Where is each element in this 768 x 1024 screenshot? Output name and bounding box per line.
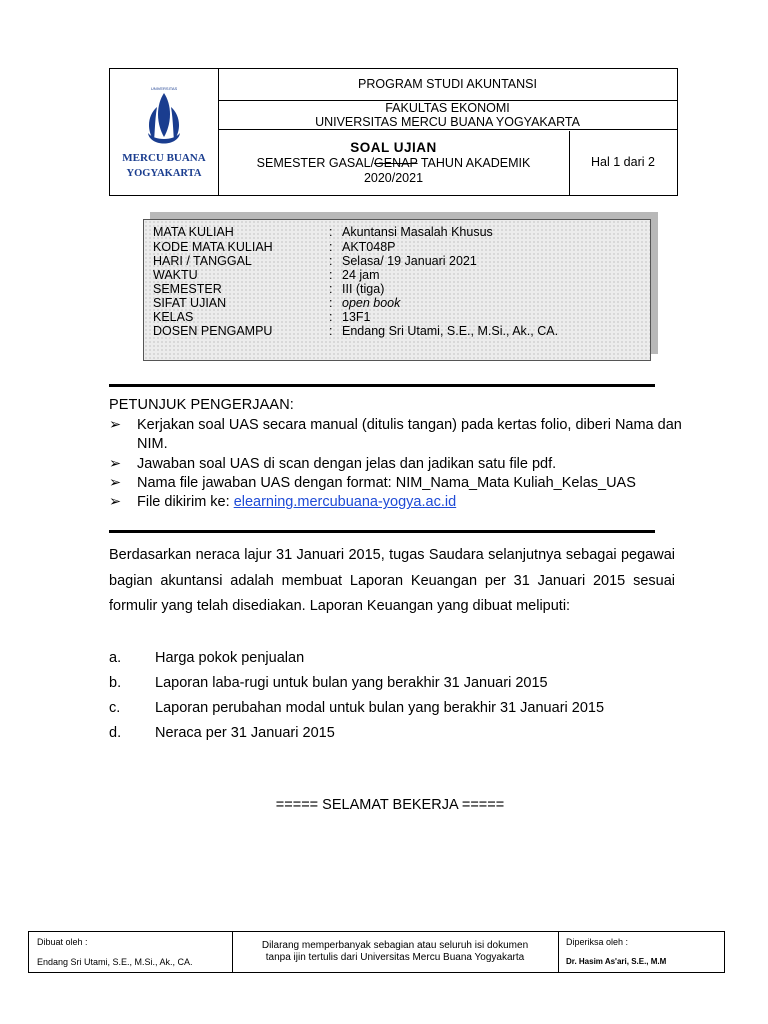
notice-cell bbox=[232, 932, 559, 972]
university-name: UNIVERSITAS MERCU BUANA YOGYAKARTA bbox=[315, 115, 580, 129]
semester-prefix: SEMESTER GASAL/ bbox=[256, 156, 375, 170]
made-by-label: Dibuat oleh : bbox=[37, 937, 88, 947]
top-separator bbox=[109, 384, 655, 387]
notice-line2: tanpa ijin tertulis dari Universitas Mercu Buana Yogyakarta bbox=[265, 952, 525, 963]
instruction-text: Kerjakan soal UAS secara manual (ditulis tangan) pada kertas folio, diberi Nama dan NIM. bbox=[137, 417, 682, 453]
info-value: Selasa/ 19 Januari 2021 bbox=[342, 254, 477, 268]
instruction-text: Jawaban soal UAS di scan dengan jelas dan jadikan satu file pdf. bbox=[137, 455, 557, 472]
checked-by-cell bbox=[558, 932, 724, 972]
item-marker: d. bbox=[109, 725, 122, 741]
semester-strike: GENAP bbox=[374, 156, 418, 170]
info-label: HARI / TANGGAL bbox=[153, 254, 252, 268]
send-prefix: File dikirim ke: bbox=[137, 494, 234, 511]
semester-line bbox=[218, 157, 569, 170]
checked-by-name: Dr. Hasim As'ari, S.E., M.M bbox=[566, 957, 667, 966]
bottom-separator bbox=[109, 530, 655, 533]
info-colon: : bbox=[329, 225, 333, 239]
program-row bbox=[218, 69, 677, 101]
info-label: DOSEN PENGAMPU bbox=[153, 324, 273, 338]
info-colon: : bbox=[329, 239, 333, 254]
instruction-item bbox=[109, 493, 689, 512]
elearning-link[interactable]: elearning.mercubuana-yogya.ac.id bbox=[233, 494, 457, 511]
item-text: Laporan perubahan modal untuk bulan yang berakhir 31 Januari 2015 bbox=[155, 700, 605, 716]
document-header-table bbox=[109, 68, 678, 196]
item-text: Harga pokok penjualan bbox=[155, 650, 305, 666]
info-label: KODE MATA KULIAH bbox=[153, 239, 273, 254]
arrow-bullet-icon: ➢ bbox=[109, 494, 122, 511]
logo-arc-text: UNIVERSITAS bbox=[150, 86, 178, 91]
info-value: Endang Sri Utami, S.E., M.Si., Ak., CA. bbox=[342, 324, 559, 338]
university-logo bbox=[110, 69, 218, 195]
faculty-row bbox=[218, 100, 677, 130]
logo-center-flame bbox=[158, 93, 170, 137]
info-value: III (tiga) bbox=[342, 282, 385, 296]
info-colon: : bbox=[329, 282, 333, 296]
made-by-cell bbox=[29, 932, 233, 972]
info-colon: : bbox=[329, 254, 333, 268]
info-label: KELAS bbox=[153, 310, 194, 324]
document-footer bbox=[28, 931, 725, 973]
semester-suffix: TAHUN AKADEMIK bbox=[417, 156, 531, 170]
logo-cell bbox=[110, 69, 219, 195]
notice-line1: Dilarang memperbanyak sebagian atau seluruh isi dokumen bbox=[261, 940, 529, 951]
info-colon: : bbox=[329, 296, 333, 310]
instruction-item bbox=[109, 416, 689, 455]
instructions-heading: PETUNJUK PENGERJAAN: bbox=[109, 397, 294, 413]
info-label: SEMESTER bbox=[153, 282, 222, 296]
faculty-name: FAKULTAS EKONOMI bbox=[385, 101, 510, 115]
info-value: 24 jam bbox=[342, 268, 380, 282]
item-marker: a. bbox=[109, 650, 122, 666]
info-value: 13F1 bbox=[342, 310, 371, 324]
made-by-name: Endang Sri Utami, S.E., M.Si., Ak., CA. bbox=[37, 957, 193, 967]
info-value: Akuntansi Masalah Khusus bbox=[342, 225, 493, 239]
instructions-list bbox=[109, 416, 689, 512]
info-label: MATA KULIAH bbox=[153, 225, 234, 239]
info-value: open book bbox=[342, 296, 401, 310]
info-value: AKT048P bbox=[342, 239, 396, 254]
checked-by-label: Diperiksa oleh : bbox=[566, 937, 629, 947]
info-colon: : bbox=[329, 310, 333, 324]
instruction-text: Nama file jawaban UAS dengan format: NIM_Nama_Mata Kuliah_Kelas_UAS bbox=[137, 474, 636, 491]
exam-title: SOAL UJIAN bbox=[350, 140, 437, 155]
question-paragraph: Berdasarkan neraca lajur 31 Januari 2015, tugas Saudara selanjutnya sebagai pegawai bagian akuntansi adalah membuat Laporan Keuangan per 31 Januari 2015 sesuai formulir yang telah disediakan. Laporan Keuangan yang dibuat meliputi: bbox=[109, 547, 675, 614]
item-text: Laporan laba-rugi untuk bulan yang berakhir 31 Januari 2015 bbox=[155, 675, 548, 691]
page-number: Hal 1 dari 2 bbox=[591, 155, 655, 169]
info-colon: : bbox=[329, 268, 333, 282]
instruction-item bbox=[109, 455, 689, 474]
arrow-bullet-icon: ➢ bbox=[109, 474, 122, 491]
info-colon: : bbox=[329, 324, 333, 338]
arrow-bullet-icon: ➢ bbox=[109, 455, 122, 472]
item-text: Neraca per 31 Januari 2015 bbox=[155, 725, 335, 741]
program-name: PROGRAM STUDI AKUNTANSI bbox=[358, 77, 537, 91]
info-label: SIFAT UJIAN bbox=[153, 296, 227, 310]
closing-text: ===== SELAMAT BEKERJA ===== bbox=[275, 797, 505, 813]
academic-year: 2020/2021 bbox=[363, 171, 424, 185]
exam-title-cell bbox=[218, 131, 570, 195]
logo-line2: YOGYAKARTA bbox=[126, 168, 202, 179]
item-marker: b. bbox=[109, 675, 122, 691]
info-label: WAKTU bbox=[153, 268, 198, 282]
course-info-box bbox=[143, 219, 651, 361]
arrow-bullet-icon: ➢ bbox=[109, 417, 122, 433]
logo-line1: MERCU BUANA bbox=[122, 152, 206, 164]
item-marker: c. bbox=[109, 700, 121, 716]
instruction-item bbox=[109, 474, 689, 493]
